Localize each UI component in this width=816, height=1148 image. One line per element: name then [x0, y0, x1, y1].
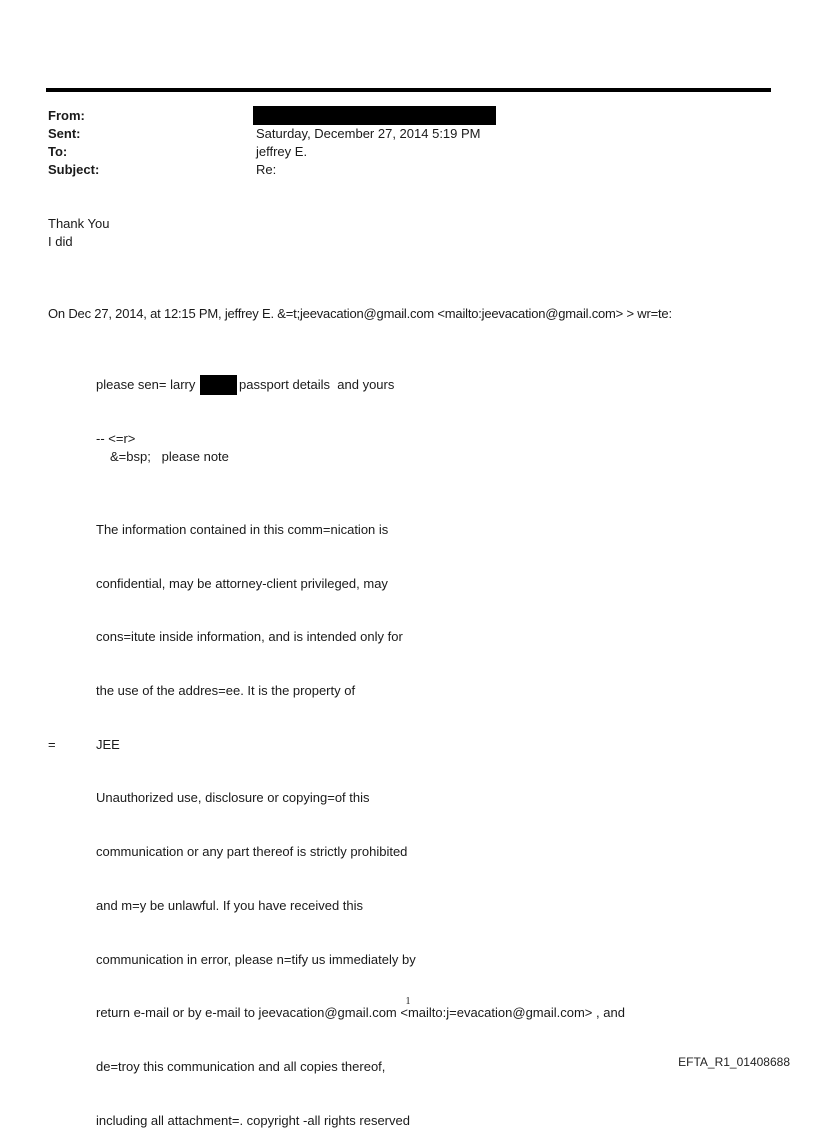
page-number: 1 [405, 996, 411, 1007]
header-rule [46, 88, 771, 92]
quote-attribution: On Dec 27, 2014, at 12:15 PM, jeffrey E. &=t;jeevacation@gmail.com <mailto:jeevacation@gmail.com> > wr=te: [48, 306, 672, 321]
reply-line-1: Thank You [48, 216, 110, 231]
disclaimer-block [96, 485, 625, 1148]
trailing-equals: = [48, 737, 56, 752]
disclaimer-line: the use of the addres=ee. It is the property of [96, 682, 356, 698]
signature-separator: -- <=r> [96, 431, 136, 446]
disclaimer-line: and m=y be unlawful. If you have received this [96, 897, 364, 913]
disclaimer-line: cons=itute inside information, and is intended only for [96, 629, 403, 645]
disclaimer-line: de=troy this communication and all copies thereof, [96, 1059, 386, 1074]
disclaimer-line: Unauthorized use, disclosure or copying=of this [96, 790, 370, 806]
disclaimer-line: The information contained in this comm=nication is [96, 521, 389, 537]
disclaimer-line: JEE [96, 736, 120, 752]
bates-number: EFTA_R1_01408688 [678, 1055, 790, 1069]
from-redaction [253, 106, 496, 125]
disclaimer-line: communication in error, please n=tify us immediately by [96, 951, 416, 967]
request-text-part2: passport details and yours [239, 377, 395, 392]
to-label: To: [48, 144, 68, 159]
subject-value: Re: [256, 162, 277, 177]
subject-label: Subject: [48, 162, 100, 177]
disclaimer-line: return e-mail or by e-mail to jeevacation@gmail.com <mailto:j=evacation@gmail.com> , and [96, 1005, 625, 1021]
disclaimer-line: confidential, may be attorney-client privileged, may [96, 575, 388, 591]
please-note-line: &=bsp; please note [110, 449, 229, 464]
sent-value: Saturday, December 27, 2014 5:19 PM [256, 126, 481, 141]
sent-label: Sent: [48, 126, 81, 141]
name-redaction [200, 375, 237, 395]
disclaimer-line: including all attachment=. copyright -all rights reserved [96, 1112, 410, 1128]
request-text-part1: please sen= larry [96, 377, 196, 392]
from-label: From: [48, 108, 85, 123]
to-value: jeffrey E. [256, 144, 308, 159]
disclaimer-line: communication or any part thereof is strictly prohibited [96, 844, 408, 860]
reply-line-2: I did [48, 234, 73, 249]
